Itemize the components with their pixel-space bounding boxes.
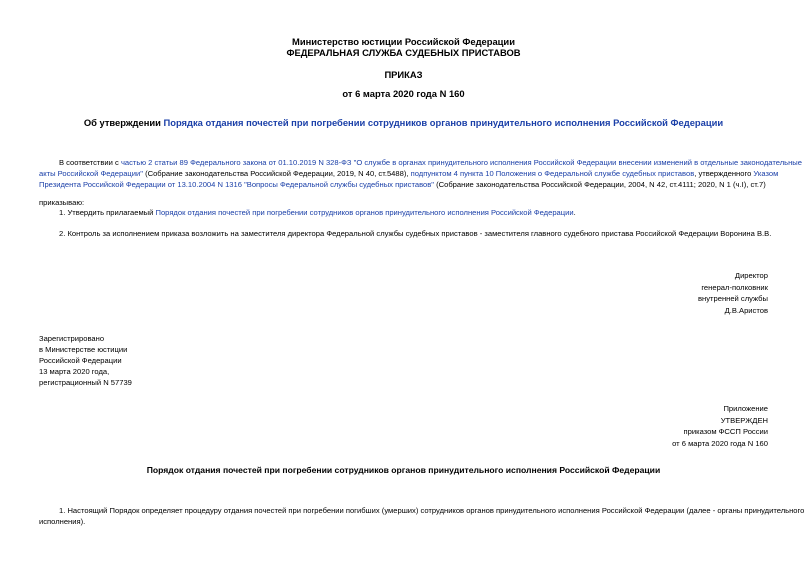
appendix-line-4: от 6 марта 2020 года N 160 — [672, 438, 768, 448]
preamble-text-2: (Собрание законодательства Российской Федерации, 2019, N 40, ст.5488), — [142, 169, 411, 178]
doc-type: ПРИКАЗ — [384, 69, 423, 80]
procedure-title: Порядок отдания почестей при погребении сотрудников органов принудительного исполнения Российской Федерации — [146, 465, 661, 475]
preamble-text-4: (Собрание законодательства Российской Федерации, 2004, N 42, ст.4111; 2020, N 1 (ч.I), ст.7) — [433, 180, 766, 189]
procedure-paragraph-1 — [39, 505, 805, 527]
item1-prefix: 1. Утвердить прилагаемый — [59, 208, 156, 217]
signature-line-name: Д.В.Аристов — [724, 305, 768, 315]
item1-suffix: . — [573, 208, 576, 217]
registration-line-4: 13 марта 2020 года, — [39, 367, 110, 376]
registration-line-1: Зарегистрировано — [39, 334, 105, 343]
signature-line-rank: генерал-полковник — [701, 282, 768, 292]
appendix-line-1: Приложение — [723, 404, 768, 413]
preamble-paragraph — [39, 157, 802, 190]
title-prefix: Об утверждении — [83, 117, 164, 128]
order-word: приказываю: — [39, 198, 85, 207]
preamble-link-law[interactable]: частью 2 статьи 89 Федерального закона от 01.10.2019 N 328-ФЗ "О службе в органах принудительного исполнения Российской Федерации внесении изменений в отдельные законодательные — [120, 158, 802, 167]
appendix-line-3: приказом ФССП России — [683, 427, 768, 436]
registration-line-5: регистрационный N 57739 — [39, 378, 132, 387]
registration-line-2: в Министерстве юстиции — [39, 345, 128, 354]
signature-block — [698, 270, 768, 316]
order-item-2: 2. Контроль за исполнением приказа возложить на заместителя директора Федеральной службы судебных приставов - заместителя главного судебного пристава Российской Федерации Воронина В.В. — [59, 229, 772, 238]
title-link[interactable]: Порядка отдания почестей при погребении сотрудников органов принудительного исполнения Российской Федерации — [163, 117, 724, 128]
registration-block — [39, 333, 132, 388]
service-name: ФЕДЕРАЛЬНАЯ СЛУЖБА СУДЕБНЫХ ПРИСТАВОВ — [286, 47, 521, 58]
doc-date-number: от 6 марта 2020 года N 160 — [342, 88, 465, 99]
appendix-line-2: УТВЕРЖДЕН — [720, 415, 768, 425]
procedure-p1-line2: исполнения). — [39, 517, 86, 526]
signature-line-position: Директор — [734, 271, 768, 280]
order-item-1 — [59, 208, 576, 217]
preamble-link-decree[interactable]: Указом — [753, 169, 779, 178]
preamble-link-regulation[interactable]: подпунктом 4 пункта 10 Положения о Федеральной службе судебных приставов — [410, 169, 695, 178]
registration-line-3: Российской Федерации — [39, 356, 122, 365]
preamble-text-3: , утвержденного — [694, 169, 754, 178]
ministry-name: Министерство юстиции Российской Федерации — [292, 36, 515, 47]
appendix-block — [672, 403, 768, 449]
signature-line-service: внутренней службы — [698, 294, 768, 304]
preamble-text-1: В соответствии с — [59, 158, 121, 167]
procedure-p1-line1: 1. Настоящий Порядок определяет процедуру отдания почестей при погребении погибших (умерших) сотрудников органов принудительного исполнения Российской Федерации (далее - органы принудительного — [59, 506, 805, 515]
preamble-link-law-cont[interactable]: акты Российской Федерации" — [39, 169, 143, 178]
item1-link[interactable]: Порядок отдания почестей при погребении сотрудников органов принудительного исполнения Российской Федерации — [155, 208, 574, 217]
preamble-link-decree-cont[interactable]: Президента Российской Федерации от 13.10.2004 N 1316 "Вопросы Федеральной службы судебных приставов" — [39, 180, 434, 189]
doc-title — [0, 117, 807, 128]
